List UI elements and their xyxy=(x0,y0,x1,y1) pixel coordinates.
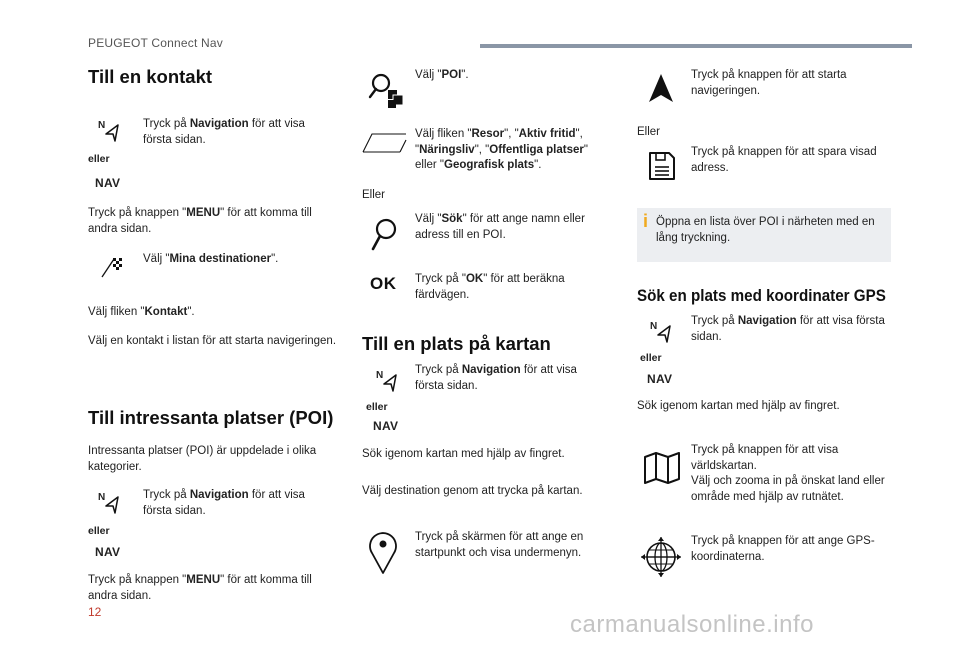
info-box xyxy=(637,208,891,262)
gps-coords-text: Tryck på knappen för att ange GPS-koordinaterna. xyxy=(691,535,875,563)
bold-term: Kontakt xyxy=(144,306,188,318)
nav-n-letter: N xyxy=(376,370,384,381)
info-text: Öppna en lista över POI i närheten med en lång tryckning. xyxy=(656,216,875,244)
poi-search-icon xyxy=(368,72,404,110)
poi-intro: Intressanta platser (POI) är uppdelade i olika kategorier. xyxy=(88,445,317,473)
poi-step-navigation: Tryck på Navigation för att visa första sidan. xyxy=(143,489,305,517)
heading-map: Till en plats på kartan xyxy=(362,333,551,354)
watermark: carmanualsonline.info xyxy=(570,611,814,638)
step-tabs: Välj fliken "Resor", "Aktiv fritid", "Näringsliv", "Offentliga platser" eller "Geografisk plats". xyxy=(415,128,588,171)
bold-term: Offentliga platser xyxy=(489,143,584,156)
poi-step-menu: Tryck på knappen "MENU" för att komma till andra sidan. xyxy=(88,574,312,602)
heading-contact: Till en kontakt xyxy=(88,66,213,87)
step-navigation: Tryck på Navigation för att visa första sidan. xyxy=(143,118,305,146)
gps-zoom-text: Välj och zooma in på önskat land eller område med hjälp av rutnätet. xyxy=(691,475,885,503)
step-ok: Tryck på "OK" för att beräkna färdvägen. xyxy=(415,273,565,301)
nav-icon-group xyxy=(640,313,690,393)
nav-n-letter: N xyxy=(98,492,106,503)
gps-step-navigation: Tryck på Navigation för att visa första sidan. xyxy=(691,315,885,343)
navigation-arrow-icon xyxy=(382,374,398,392)
page-number: 12 xyxy=(88,605,102,619)
search-icon xyxy=(370,218,398,252)
heading-poi: Till intressanta platser (POI) xyxy=(88,407,334,428)
eller-label: eller xyxy=(640,352,662,364)
bold-term: Navigation xyxy=(737,315,797,327)
bold-term: Navigation xyxy=(189,118,249,130)
map-choose-text: Välj destination genom att trycka på kartan. xyxy=(362,485,583,497)
nav-icon-group xyxy=(88,112,138,192)
bold-term: Geografisk plats xyxy=(444,159,535,171)
navigation-arrow-icon xyxy=(656,325,672,343)
gps-globe-icon xyxy=(640,536,682,578)
bold-term: Resor xyxy=(471,128,505,140)
nav-n-letter: N xyxy=(650,321,658,332)
step-save-address: Tryck på knappen för att spara visad adress. xyxy=(691,146,877,174)
header-bar xyxy=(480,44,912,48)
map-search-text: Sök igenom kartan med hjälp av fingret. xyxy=(362,448,565,460)
nav-icon-group xyxy=(88,484,138,564)
nav-button-label: NAV xyxy=(373,419,399,433)
step-search: Välj "Sök" för att ange namn eller adress till en POI. xyxy=(415,213,585,241)
header-title: PEUGEOT Connect Nav xyxy=(88,36,223,50)
step-kontakt: Välj fliken "Kontakt". xyxy=(88,306,195,318)
navigation-arrow-icon xyxy=(104,496,120,514)
bold-term: OK xyxy=(465,273,484,285)
tabs-icon xyxy=(362,132,408,154)
gps-search-text: Sök igenom kartan med hjälp av fingret. xyxy=(637,400,840,412)
step-poi: Välj "POI". xyxy=(415,69,469,81)
eller-text: Eller xyxy=(362,189,386,201)
bold-term: POI xyxy=(441,69,462,81)
eller-label: eller xyxy=(88,525,110,537)
bold-term: Sök xyxy=(441,213,463,225)
step-choose-contact: Välj en kontakt i listan för att starta navigeringen. xyxy=(88,335,337,347)
bold-term: Navigation xyxy=(189,489,249,501)
step-mina-destinationer: Välj "Mina destinationer". xyxy=(143,253,279,265)
eller-label: eller xyxy=(366,401,388,413)
nav-button-label: NAV xyxy=(647,372,673,386)
bold-term: Näringsliv xyxy=(419,143,475,156)
ok-icon: OK xyxy=(370,274,397,293)
nav-icon-group xyxy=(366,362,416,442)
nav-n-letter: N xyxy=(98,120,106,131)
nav-button-label: NAV xyxy=(95,545,121,559)
start-navigation-icon xyxy=(648,73,674,103)
bold-term: Mina destinationer xyxy=(169,253,272,265)
eller-text: Eller xyxy=(637,126,661,138)
bold-term: MENU xyxy=(186,574,221,586)
heading-gps: Sök en plats med koordinater GPS xyxy=(637,287,886,305)
save-icon xyxy=(648,151,676,181)
navigation-arrow-icon xyxy=(104,124,120,142)
step-start-navigation: Tryck på knappen för att starta navigeringen. xyxy=(691,69,847,97)
nav-button-label: NAV xyxy=(95,176,121,190)
map-step-navigation: Tryck på Navigation för att visa första sidan. xyxy=(415,364,577,392)
map-press-text: Tryck på skärmen för att ange en startpunkt och visa undermenyn. xyxy=(415,531,584,559)
bold-term: Aktiv fritid xyxy=(518,128,576,140)
info-icon: i xyxy=(643,211,649,231)
world-map-icon xyxy=(643,451,681,485)
gps-world-text: Tryck på knappen för att visa världskartan. xyxy=(691,444,839,472)
step-menu: Tryck på knappen "MENU" för att komma till andra sidan. xyxy=(88,207,312,235)
bold-term: MENU xyxy=(186,207,221,219)
map-pin-icon xyxy=(368,529,398,575)
checkered-flag-icon xyxy=(100,256,122,278)
bold-term: Navigation xyxy=(461,364,521,376)
eller-label: eller xyxy=(88,153,110,165)
